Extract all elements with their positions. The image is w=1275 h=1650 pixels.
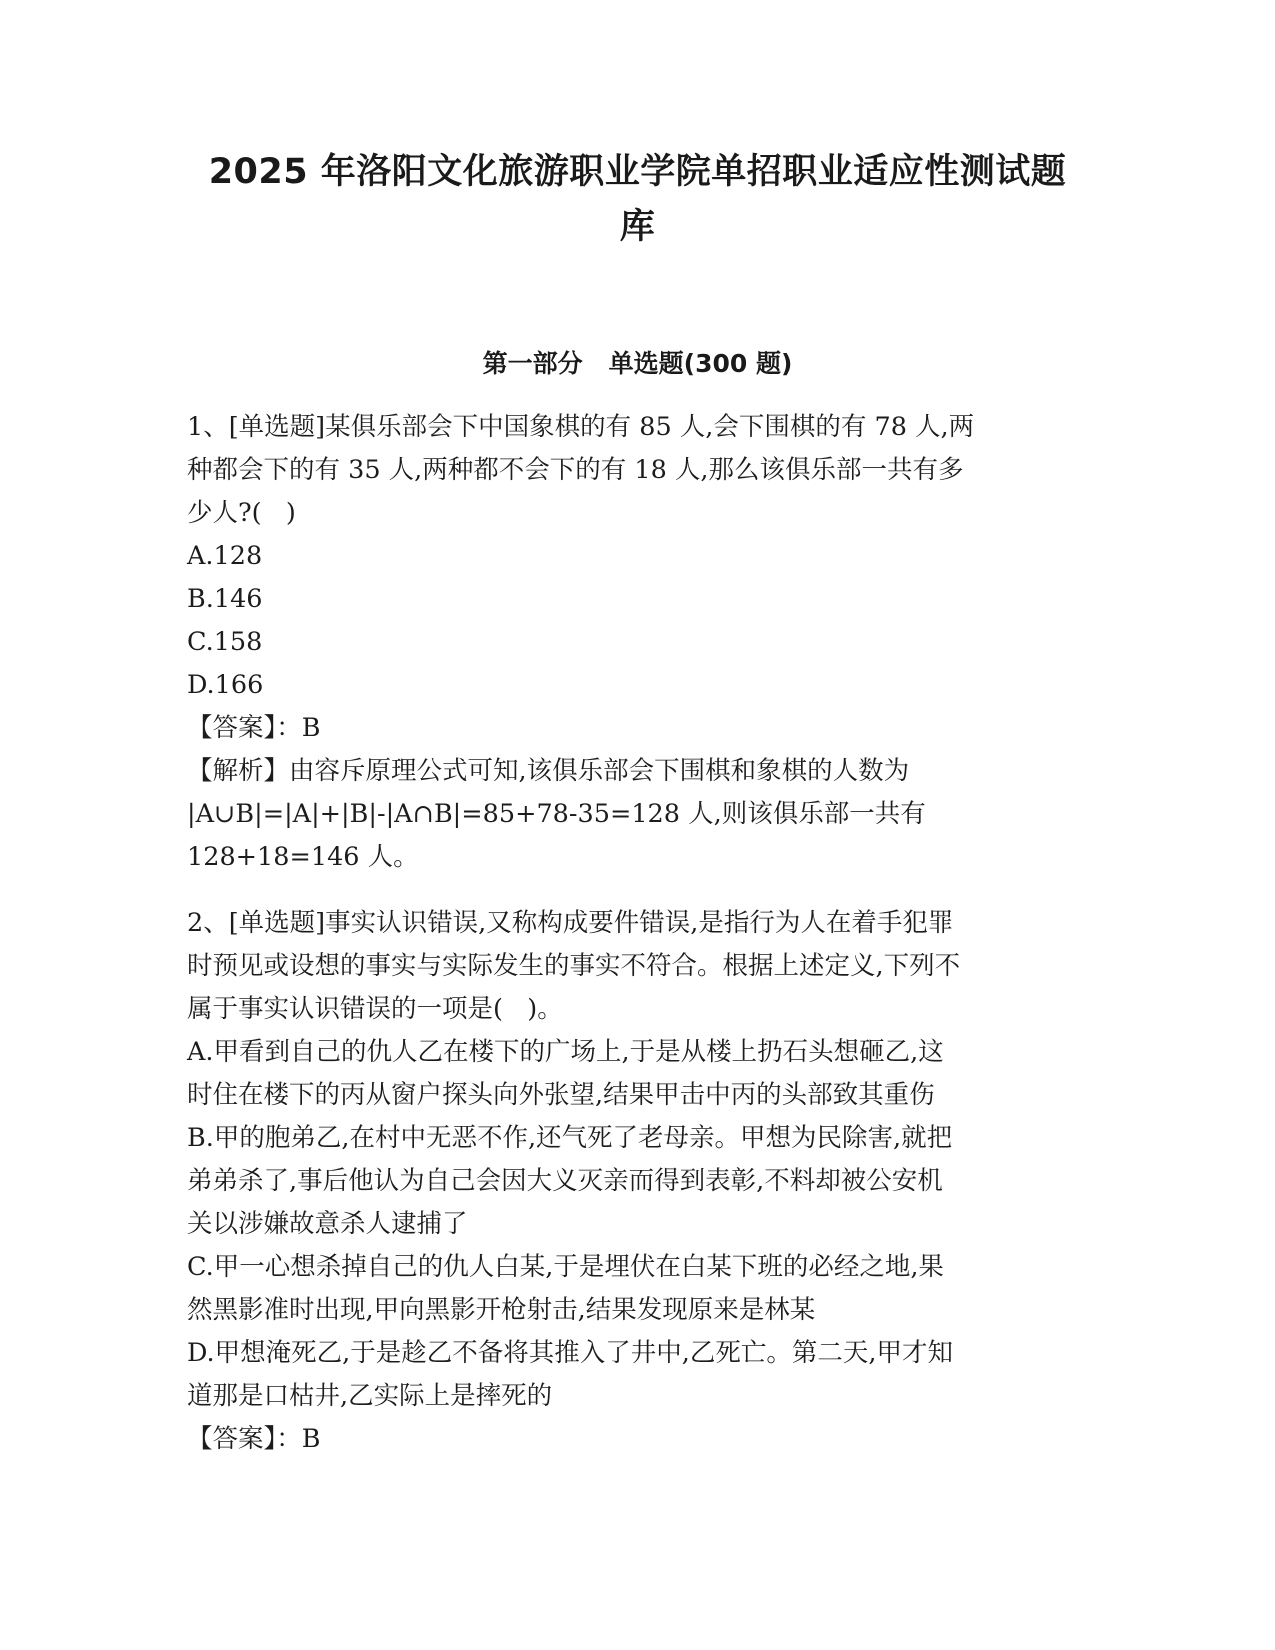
question-2-option-b-line-2: 弟弟杀了,事后他认为自己会因大义灭亲而得到表彰,不料却被公安机 xyxy=(187,1166,943,1196)
question-1-analysis-line-1: 【解析】由容斥原理公式可知,该俱乐部会下围棋和象棋的人数为 xyxy=(187,756,910,786)
question-2-answer: 【答案】：B xyxy=(187,1424,321,1454)
question-1 xyxy=(187,406,1087,879)
question-2-stem-line-3: 属于事实认识错误的一项是( )。 xyxy=(187,994,563,1024)
question-2-option-d-line-1: D.甲想淹死乙,于是趁乙不备将其推入了井中,乙死亡。第二天,甲才知 xyxy=(187,1338,953,1368)
question-2-option-d-line-2: 道那是口枯井,乙实际上是摔死的 xyxy=(187,1381,553,1411)
question-1-analysis-line-3: 128+18=146 人。 xyxy=(187,842,419,872)
document-title-line-2: 库 xyxy=(619,207,656,247)
question-2-option-c-line-1: C.甲一心想杀掉自己的仇人白某,于是埋伏在白某下班的必经之地,果 xyxy=(187,1252,944,1282)
question-2-option-b-line-1: B.甲的胞弟乙,在村中无恶不作,还气死了老母亲。甲想为民除害,就把 xyxy=(187,1123,953,1153)
document-title-line-1: 2025 年洛阳文化旅游职业学院单招职业适应性测试题 xyxy=(208,152,1067,192)
question-2 xyxy=(187,902,1087,1461)
question-1-option-b: B.146 xyxy=(187,584,263,614)
question-2-option-a-line-2: 时住在楼下的丙从窗户探头向外张望,结果甲击中丙的头部致其重伤 xyxy=(187,1080,935,1110)
question-2-stem-line-1: 2、[单选题]事实认识错误,又称构成要件错误,是指行为人在着手犯罪 xyxy=(187,908,954,938)
section-title: 第一部分 单选题(300 题) xyxy=(482,349,793,378)
question-1-stem-line-1: 1、[单选题]某俱乐部会下中国象棋的有 85 人,会下围棋的有 78 人,两 xyxy=(187,412,975,442)
question-2-option-b-line-3: 关以涉嫌故意杀人逮捕了 xyxy=(187,1209,468,1239)
question-1-option-a: A.128 xyxy=(187,541,263,571)
question-2-option-a-line-1: A.甲看到自己的仇人乙在楼下的广场上,于是从楼上扔石头想砸乙,这 xyxy=(187,1037,944,1067)
question-1-analysis-line-2: |A∪B|=|A|+|B|-|A∩B|=85+78-35=128 人,则该俱乐部一共有 xyxy=(187,799,926,829)
question-1-stem-line-3: 少人?( ) xyxy=(187,498,296,528)
question-1-stem-line-2: 种都会下的有 35 人,两种都不会下的有 18 人,那么该俱乐部一共有多 xyxy=(187,455,964,485)
document-title xyxy=(150,145,1125,255)
question-2-stem-line-2: 时预见或设想的事实与实际发生的事实不符合。根据上述定义,下列不 xyxy=(187,951,961,981)
question-1-answer: 【答案】：B xyxy=(187,713,321,743)
question-1-option-d: D.166 xyxy=(187,670,264,700)
question-2-option-c-line-2: 然黑影准时出现,甲向黑影开枪射击,结果发现原来是林某 xyxy=(187,1295,816,1325)
question-1-option-c: C.158 xyxy=(187,627,263,657)
